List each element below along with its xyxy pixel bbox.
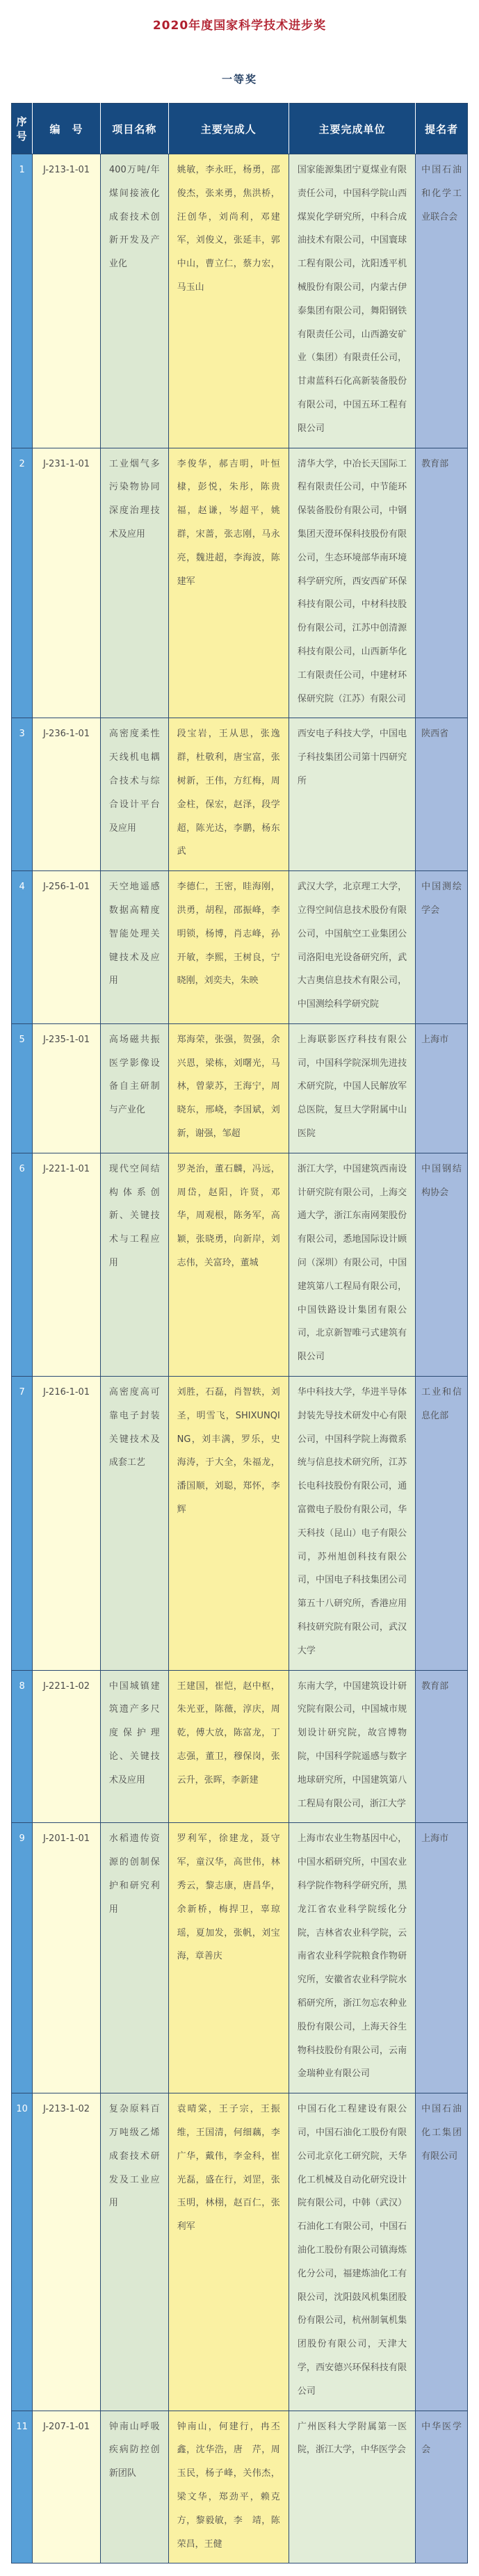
row-index-cell: 4	[12, 871, 33, 1024]
code-cell: J-221-1-02	[33, 1670, 101, 1823]
header-project: 项目名称	[100, 104, 168, 154]
units-cell: 浙江大学，中国建筑西南设计研究院有限公司，上海交通大学，浙江东南网架股份有限公司，悉地国际设计顾问（深圳）有限公司，中国建筑第八工程局有限公司，中国铁路设计集团有限公司，北京新智唯弓式建筑有限公司	[289, 1153, 415, 1376]
header-code: 编 号	[33, 104, 101, 154]
contributors-cell: 姚敏，李永旺，杨勇，邵俊杰，张来勇，焦洪桥，汪创华，刘尚利，邓建军，刘俊义，张延丰，郭中山，曹立仁，蔡力宏，马玉山	[168, 154, 289, 448]
code-cell: J-235-1-01	[33, 1023, 101, 1153]
row-index-cell: 2	[12, 448, 33, 718]
project-name-cell: 水稻遗传资源的创制保护和研究利用	[100, 1823, 168, 2093]
code-cell: J-231-1-01	[33, 448, 101, 718]
contributors-cell: 李德仁，王密，眭海刚，洪勇，胡程，邵振峰，李明锁，杨博，肖志峰，孙开敏，李熙，王树良，宁晓刚，刘奕夫，朱映	[168, 871, 289, 1024]
contributors-cell: 罗利军，徐建龙，聂守军，童汉华，高世伟，林秀云，黎志康，唐昌华，余新桥，梅捍卫，辜琼瑶，夏加发，张帆，刘宝海，章善庆	[168, 1823, 289, 2093]
table-row	[12, 448, 468, 718]
row-index-cell: 8	[12, 1670, 33, 1823]
units-cell: 华中科技大学，华进半导体封装先导技术研发中心有限公司，中国科学院上海微系统与信息技术研究所，江苏长电科技股份有限公司，通富微电子股份有限公司，华天科技（昆山）电子有限公司，苏州旭创科技有限公司，中国电子科技集团公司第五十八研究所，香港应用科技研究院有限公司，武汉大学	[289, 1377, 415, 1671]
units-cell: 上海市农业生物基因中心，中国水稻研究所，中国农业科学院作物科学研究所，黑龙江省农业科学院绥化分院，吉林省农业科学院，云南省农业科学院粮食作物研究所，安徽省农业科学院水稻研究所，浙江勿忘农种业股份有限公司，上海天谷生物科技股份有限公司，云南金瑞种业有限公司	[289, 1823, 415, 2093]
code-cell: J-213-1-01	[33, 154, 101, 448]
contributors-cell: 袁晴棠，王子宗，王振维，王国清，何细藕，李广华，戴伟，李金科，崔光磊，盛在行，刘罡，张玉明，林栩，赵百仁，张利军	[168, 2093, 289, 2411]
nominator-cell: 教育部	[416, 448, 468, 718]
table-row	[12, 1823, 468, 2093]
code-cell: J-236-1-01	[33, 718, 101, 871]
project-name-cell: 中国城镇建筑遗产多尺度保护理论、关键技术及应用	[100, 1670, 168, 1823]
contributors-cell: 郑海荣，张强，贺强，余兴恩，梁栋，刘曙光，马林，曾蒙苏，王海宁，周晓东，邢峣，李国斌，刘新，谢强，邹超	[168, 1023, 289, 1153]
award-level-heading: 一等奖	[221, 73, 257, 86]
header-index: 序号	[12, 104, 33, 154]
units-cell: 中国石化工程建设有限公司，中国石油化工股份有限公司北京化工研究院，天华化工机械及自动化研究设计院有限公司，中韩（武汉）石油化工有限公司，中国石油化工股份有限公司镇海炼化分公司，福建炼油化工有限公司，沈阳鼓风机集团股份有限公司，杭州制氧机集团股份有限公司，天津大学，西安德兴环保科技有限公司	[289, 2093, 415, 2411]
nominator-cell: 中国钢结构协会	[416, 1153, 468, 1376]
header-units: 主要完成单位	[289, 104, 415, 154]
table-row	[12, 2411, 468, 2563]
code-cell: J-216-1-01	[33, 1377, 101, 1671]
units-cell: 西安电子科技大学，中国电子科技集团公司第十四研究所	[289, 718, 415, 871]
row-index-cell: 11	[12, 2411, 33, 2563]
project-name-cell: 天空地遥感数据高精度智能处理关键技术及应用	[100, 871, 168, 1024]
table-row	[12, 1377, 468, 1671]
nominator-cell: 中国石油化工集团有限公司	[416, 2093, 468, 2411]
units-cell: 清华大学，中冶长天国际工程有限责任公司，中节能环保装备股份有限公司，中钢集团天澄环保科技股份有限公司，生态环境部华南环境科学研究所，西安西矿环保科技有限公司，中材科技股份有限公司，江苏中创清源科技有限公司，山西新华化工有限责任公司，中建材环保研究院（江苏）有限公司	[289, 448, 415, 718]
project-name-cell: 现代空间结构体系创新、关键技术与工程应用	[100, 1153, 168, 1376]
nominator-cell: 中国测绘学会	[416, 871, 468, 1024]
row-index-cell: 1	[12, 154, 33, 448]
award-table	[11, 103, 468, 2563]
project-name-cell: 复杂原料百万吨级乙烯成套技术研发及工业应用	[100, 2093, 168, 2411]
project-name-cell: 高场磁共振医学影像设备自主研制与产业化	[100, 1023, 168, 1153]
table-row	[12, 871, 468, 1024]
contributors-cell: 钟南山，何建行，冉丕鑫，沈华浩，唐 芹，周玉民，杨子峰，关伟杰，梁文华，郑劲平，赖克方，黎毅敏，李 靖，陈荣昌，王健	[168, 2411, 289, 2563]
contributors-cell: 李俊华，郝吉明，叶恒棣，彭悦，朱彤，陈贵福，赵谦，岑超平，姚群，宋蔷，张志刚，马永亮，魏进超，李海波，陈建军	[168, 448, 289, 718]
contributors-cell: 罗尧治，董石麟，冯远，周岱，赵阳，许贤，邓华，周观根，陈务军，高颖，张晓勇，向新岸，刘志伟，关富玲，董城	[168, 1153, 289, 1376]
table-body	[12, 154, 468, 2563]
nominator-cell: 上海市	[416, 1823, 468, 2093]
nominator-cell: 中华医学会	[416, 2411, 468, 2563]
table-row	[12, 154, 468, 448]
nominator-cell: 中国石油和化学工业联合会	[416, 154, 468, 448]
code-cell: J-213-1-02	[33, 2093, 101, 2411]
project-name-cell: 高密度高可靠电子封装关键技术及成套工艺	[100, 1377, 168, 1671]
units-cell: 广州医科大学附属第一医院，浙江大学，中华医学会	[289, 2411, 415, 2563]
table-row	[12, 718, 468, 871]
project-name-cell: 工业烟气多污染物协同深度治理技术及应用	[100, 448, 168, 718]
row-index-cell: 6	[12, 1153, 33, 1376]
row-index-cell: 7	[12, 1377, 33, 1671]
row-index-cell: 3	[12, 718, 33, 871]
page-title: 2020年度国家科学技术进步奖	[152, 19, 327, 33]
code-cell: J-256-1-01	[33, 871, 101, 1024]
code-cell: J-207-1-01	[33, 2411, 101, 2563]
units-cell: 武汉大学，北京理工大学，立得空间信息技术股份有限公司，中国航空工业集团公司洛阳电光设备研究所，武大吉奥信息技术有限公司，中国测绘科学研究院	[289, 871, 415, 1024]
nominator-cell: 上海市	[416, 1023, 468, 1153]
header-row	[12, 104, 468, 154]
row-index-cell: 5	[12, 1023, 33, 1153]
units-cell: 上海联影医疗科技有限公司，中国科学院深圳先进技术研究院，中国人民解放军总医院，复旦大学附属中山医院	[289, 1023, 415, 1153]
row-index-cell: 10	[12, 2093, 33, 2411]
row-index-cell: 9	[12, 1823, 33, 2093]
project-name-cell: 钟南山呼吸疾病防控创新团队	[100, 2411, 168, 2563]
units-cell: 东南大学，中国建筑设计研究院有限公司，中国城市规划设计研究院，故宫博物院，中国科学院遥感与数字地球研究所，中国建筑第八工程局有限公司，浙江大学	[289, 1670, 415, 1823]
table-header	[12, 104, 468, 154]
project-name-cell: 400万吨/年煤间接液化成套技术创新开发及产业化	[100, 154, 168, 448]
table-row	[12, 1153, 468, 1376]
code-cell: J-221-1-01	[33, 1153, 101, 1376]
code-cell: J-201-1-01	[33, 1823, 101, 2093]
nominator-cell: 教育部	[416, 1670, 468, 1823]
table-row	[12, 2093, 468, 2411]
table-row	[12, 1670, 468, 1823]
nominator-cell: 陕西省	[416, 718, 468, 871]
contributors-cell: 王建国，崔恺，赵中枢，朱光亚，陈薇，淳庆，周乾，傅大放，陈富龙，丁志强，董卫，穆保岗，张云升，张晖，李新建	[168, 1670, 289, 1823]
nominator-cell: 工业和信息化部	[416, 1377, 468, 1671]
units-cell: 国家能源集团宁夏煤业有限责任公司，中国科学院山西煤炭化学研究所，中科合成油技术有限公司，中国寰球工程有限公司，沈阳透平机械股份有限公司，内蒙古伊泰集团有限公司，舞阳钢铁有限责任公司，山西潞安矿业（集团）有限责任公司，甘肃蓝科石化高新装备股份有限公司，中国五环工程有限公司	[289, 154, 415, 448]
contributors-cell: 刘胜，石磊，肖智轶，刘圣，明雪飞，SHIXUNQING，刘丰满，罗乐，史海涛，于大全，朱福龙，潘国顺，刘聪，郑怀，李辉	[168, 1377, 289, 1671]
header-nominator: 提名者	[416, 104, 468, 154]
project-name-cell: 高密度柔性天线机电耦合技术与综合设计平台及应用	[100, 718, 168, 871]
table-row	[12, 1023, 468, 1153]
header-contributors: 主要完成人	[168, 104, 289, 154]
contributors-cell: 段宝岩，王从思，张逸群，杜敬利，唐宝富，张树新，王伟，方红梅，周金柱，保宏，赵泽，段学超，陈光达，李鹏，杨东武	[168, 718, 289, 871]
